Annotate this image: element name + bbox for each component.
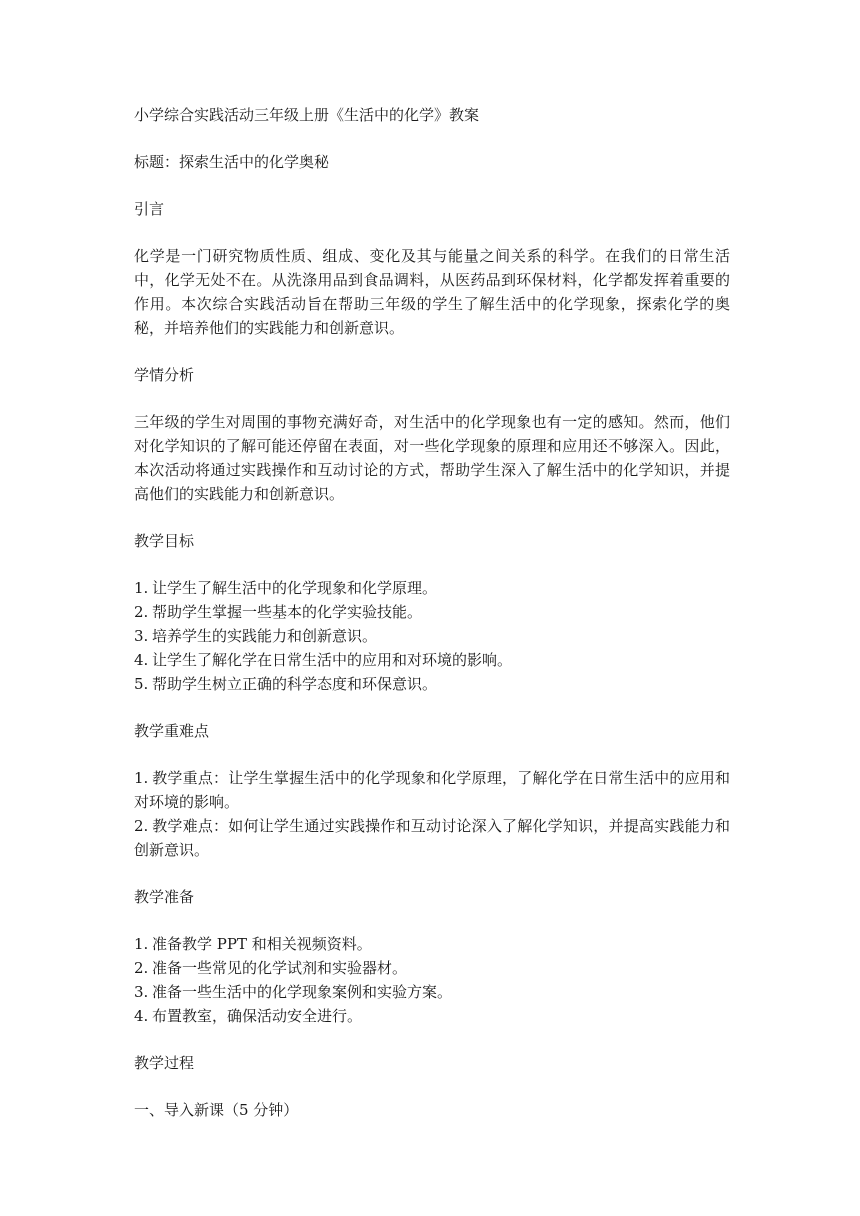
key-points-heading: 教学重难点: [134, 722, 210, 740]
list-text: 让学生了解化学在日常生活中的应用和对环境的影响。: [152, 651, 513, 669]
list-item: [134, 672, 730, 696]
list-text: 准备一些生活中的化学现象案例和实验方案。: [152, 983, 453, 1001]
key-points-list: [134, 766, 730, 862]
intro-paragraph: 化学是一门研究物质性质、组成、变化及其与能量之间关系的科学。在我们的日常生活中，化学无处不在。从洗涤用品到食品调料，从医药品到环保材料，化学都发挥着重要的作用。本次综合实践活动旨在帮助三年级的学生了解生活中的化学现象，探索化学的奥秘，并培养他们的实践能力和创新意识。: [134, 247, 730, 337]
list-number: 1.: [134, 935, 149, 953]
list-item: [134, 956, 730, 980]
list-item: [134, 1004, 730, 1028]
process-heading: 教学过程: [134, 1054, 195, 1072]
list-number: 2.: [134, 959, 149, 977]
list-number: 4.: [134, 651, 149, 669]
list-item: [134, 766, 730, 814]
list-number: 3.: [134, 627, 149, 645]
analysis-paragraph: 三年级的学生对周围的事物充满好奇，对生活中的化学现象也有一定的感知。然而，他们对化学知识的了解可能还停留在表面，对一些化学现象的原理和应用还不够深入。因此，本次活动将通过实践操作和互动讨论的方式，帮助学生深入了解生活中的化学知识，并提高他们的实践能力和创新意识。: [134, 413, 730, 503]
list-item: [134, 600, 730, 624]
subject-title: 标题：探索生活中的化学奥秘: [134, 153, 330, 171]
list-number: 1.: [134, 579, 149, 597]
process-step-1: 一、导入新课（5 分钟）: [134, 1101, 299, 1119]
analysis-heading: 学情分析: [134, 366, 195, 384]
intro-heading: 引言: [134, 200, 165, 218]
list-item: [134, 576, 730, 600]
list-number: 2.: [134, 817, 149, 835]
goals-heading: 教学目标: [134, 532, 195, 550]
list-text: 布置教室，确保活动安全进行。: [152, 1007, 363, 1025]
list-number: 4.: [134, 1007, 149, 1025]
list-text: 准备一些常见的化学试剂和实验器材。: [152, 959, 408, 977]
list-number: 2.: [134, 603, 149, 621]
list-text: 培养学生的实践能力和创新意识。: [152, 627, 378, 645]
document-page: [134, 103, 730, 1122]
list-item: [134, 932, 730, 956]
list-number: 1.: [134, 769, 149, 787]
list-text: 帮助学生掌握一些基本的化学实验技能。: [152, 603, 423, 621]
list-text: 教学难点：如何让学生通过实践操作和互动讨论深入了解化学知识，并提高实践能力和创新意识。: [134, 817, 730, 859]
prep-list: [134, 932, 730, 1028]
document-title: 小学综合实践活动三年级上册《生活中的化学》教案: [134, 106, 480, 124]
list-number: 5.: [134, 675, 149, 693]
list-text: 让学生了解生活中的化学现象和化学原理。: [152, 579, 438, 597]
prep-heading: 教学准备: [134, 888, 195, 906]
list-item: [134, 648, 730, 672]
list-number: 3.: [134, 983, 149, 1001]
list-item: [134, 624, 730, 648]
list-item: [134, 814, 730, 862]
goals-list: [134, 576, 730, 696]
list-text: 准备教学 PPT 和相关视频资料。: [152, 935, 372, 953]
list-text: 教学重点：让学生掌握生活中的化学现象和化学原理，了解化学在日常生活中的应用和对环境的影响。: [134, 769, 730, 811]
list-text: 帮助学生树立正确的科学态度和环保意识。: [152, 675, 438, 693]
list-item: [134, 980, 730, 1004]
